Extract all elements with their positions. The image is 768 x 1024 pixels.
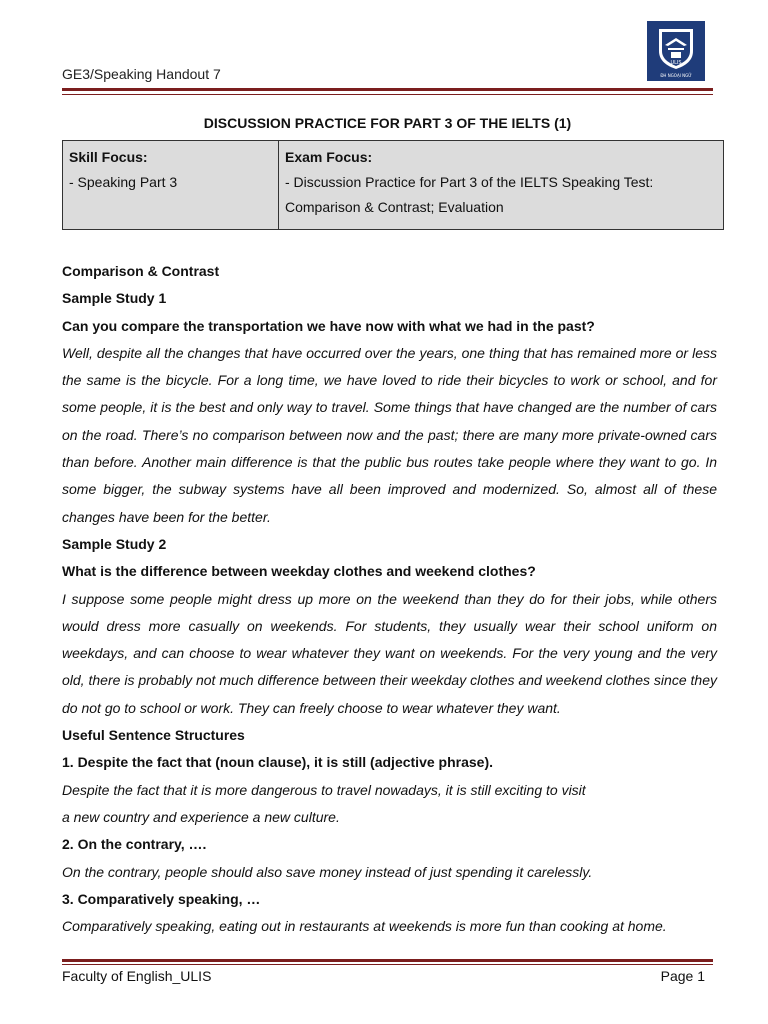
exam-focus-value-line1: - Discussion Practice for Part 3 of the IELTS Speaking Test: (285, 174, 654, 190)
footer-page-number: Page 1 (660, 968, 705, 984)
structure-3-example: Comparatively speaking, eating out in restaurants at weekends is more fun than cooking at home. (62, 918, 667, 935)
sample-study-2-label: Sample Study 2 (62, 535, 167, 552)
sample-study-2-answer: I suppose some people might dress up more on the weekend than they do for their jobs, while others would dress more casually on weekends. For students, they usually wear their school uniform on weekdays, and can choose to wear whatever they want on weekends. For the very young and the very old, there is probably not much difference between their weekday clothes and weekend clothes since they do not go to school or work. They can freely choose to wear whatever they want. (62, 590, 717, 716)
footer-faculty: Faculty of English_ULIS (62, 968, 212, 984)
header-rule (62, 88, 713, 91)
structure-1-example-line1: Despite the fact that it is more dangerous to travel nowadays, it is still exciting to visit (62, 781, 586, 798)
header-rule-thin (62, 94, 713, 95)
useful-structures-heading: Useful Sentence Structures (62, 727, 245, 744)
section-heading: Comparison & Contrast (62, 263, 220, 279)
sample-study-2-question: What is the difference between weekday clothes and weekend clothes? (62, 563, 536, 580)
sample-study-1-answer: Well, despite all the changes that have occurred over the years, one thing that has remained more or less the same is the bicycle. For a long time, we have loved to ride their bicycles to work or school, and for some people, it is the best and only way to travel. Some things that have changed are the number of cars on the road. There’s no comparison between now and the past; there are many more private-owned cars than before. Another main difference is that the public bus routes take people where they want to go. In some bigger, the subway systems have all been improved and modernized. So, almost all of these changes have been for the better. (62, 344, 717, 525)
structure-1-example-line2: a new country and experience a new culture. (62, 808, 340, 825)
page-title: DISCUSSION PRACTICE FOR PART 3 OF THE IELTS (1) (203, 115, 572, 131)
ulis-logo (647, 21, 705, 81)
svg-text:ULIS: ULIS (670, 60, 682, 66)
structure-3: 3. Comparatively speaking, … (62, 890, 261, 907)
structure-2-example: On the contrary, people should also save money instead of just spending it carelessly. (62, 863, 593, 880)
structure-2: 2. On the contrary, …. (62, 836, 207, 853)
sample-study-1-question: Can you compare the transportation we have now with what we had in the past? (62, 317, 595, 334)
exam-focus-label: Exam Focus: (285, 149, 373, 165)
exam-focus-value-line2: Comparison & Contrast; Evaluation (285, 199, 504, 215)
skill-focus-label: Skill Focus: (69, 149, 148, 165)
svg-text:ĐH NGOẠI NGỮ: ĐH NGOẠI NGỮ (660, 73, 692, 78)
header-title: GE3/Speaking Handout 7 (62, 66, 221, 82)
skill-focus-value: - Speaking Part 3 (69, 174, 178, 190)
exam-focus-cell (279, 141, 724, 230)
sample-study-1-label: Sample Study 1 (62, 290, 167, 307)
skill-focus-cell (63, 141, 279, 230)
footer-rule (62, 959, 713, 962)
structure-1: 1. Despite the fact that (noun clause), it is still (adjective phrase). (62, 754, 493, 771)
footer-rule-thin (62, 964, 713, 965)
main-content (62, 258, 717, 940)
focus-table (62, 140, 724, 230)
